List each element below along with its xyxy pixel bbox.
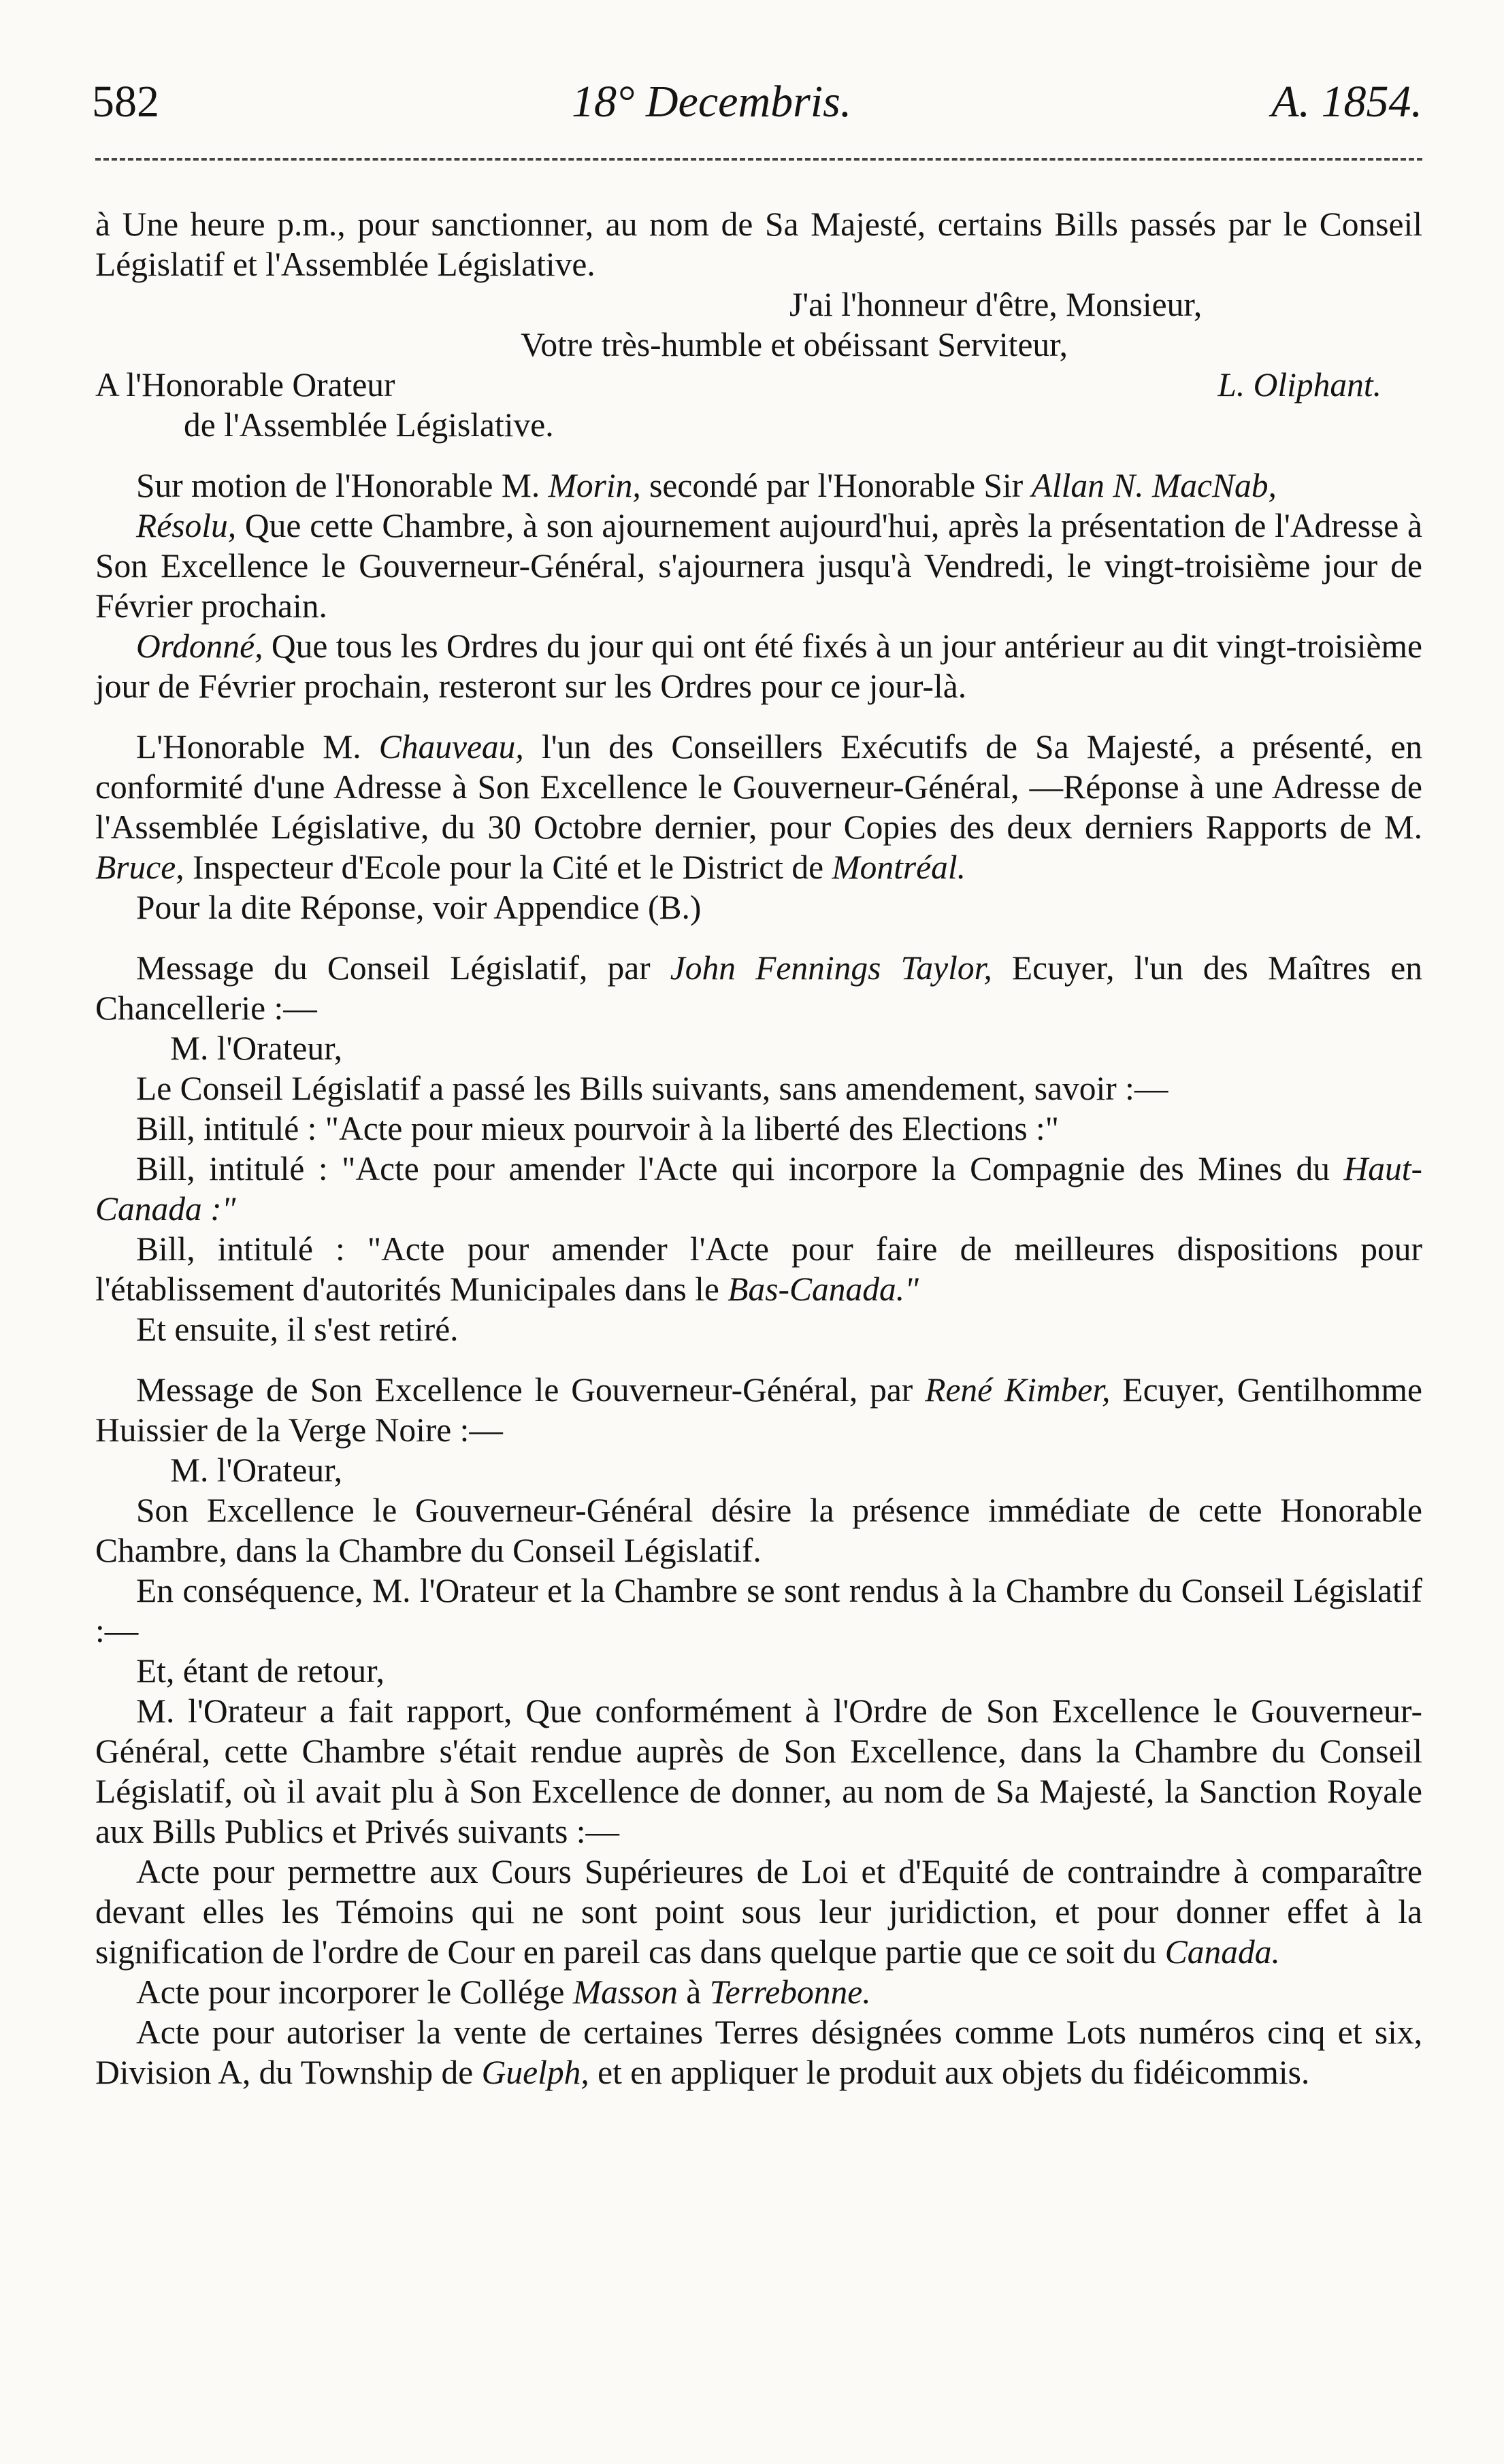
header-date: 18° Decembris. [572, 77, 852, 127]
seconder-name: Allan N. MacNab, [1031, 467, 1277, 504]
act-2: Acte pour incorporer le Collége Masson à Terrebonne. [136, 1973, 871, 2011]
bruce-name: Bruce, [95, 849, 184, 886]
closing-line-1: J'ai l'honneur d'être, Monsieur, [789, 286, 1203, 323]
addressee-line-1: A l'Honorable Orateur [95, 366, 395, 404]
messenger-retired: Et ensuite, il s'est retiré. [136, 1311, 459, 1348]
closing-line-2: Votre très-humble et obéissant Serviteur, [521, 326, 1068, 363]
motion-paragraph: Sur motion de l'Honorable M. Morin, secondé par l'Honorable Sir Allan N. MacNab, [136, 467, 1277, 504]
message-governor-intro: Message de Son Excellence le Gouverneur-Général, par René Kimber, Ecuyer, Gentilhomme Huissier de la Verge Noire :— [95, 1371, 1422, 1449]
addressee-line-2: de l'Assemblée Législative. [184, 406, 554, 444]
ordonne-label: Ordonné, [136, 627, 263, 665]
speaker-report: M. l'Orateur a fait rapport, Que conformément à l'Ordre de Son Excellence le Gouverneur-Général, cette Chambre s'était rendue auprès de Son Excellence, dans la Chambre du Conseil Législatif, où il avait plu à Son Excellence de donner, au nom de Sa Majesté, la Sanction Royale aux Bills Publics et Privés suivants :— [95, 1692, 1422, 1850]
act-3: Acte pour autoriser la vente de certaines Terres désignées comme Lots numéros cinq et six, Division A, du Township de Guelph, et en appliquer le produit aux objets du fidéicommis. [95, 2014, 1422, 2091]
chauveau-paragraph: L'Honorable M. Chauveau, l'un des Conseillers Exécutifs de Sa Majesté, a présenté, en conformité d'une Adresse à Son Excellence le Gouverneur-Général, —Réponse à une Adresse de l'Assemblée Législative, du 30 Octobre dernier, pour Copies des deux derniers Rapports de M. Bruce, Inspecteur d'Ecole pour la Cité et le District de Montréal. [95, 728, 1423, 886]
mover-name: Morin, [548, 467, 641, 504]
montreal-name: Montréal. [832, 849, 966, 886]
act-1: Acte pour permettre aux Cours Supérieures de Loi et d'Equité de contraindre à comparaître devant elles les Témoins qui ne sont point sous leur juridiction, et pour donner effet à la signification de l'ordre de Cour en pareil cas dans quelque partie que ce soit du Canada. [95, 1853, 1422, 1971]
letter-opening: à Une heure p.m., pour sanctionner, au nom de Sa Majesté, certains Bills passés par le Conseil Législatif et l'Assemblée Législative. [95, 206, 1422, 283]
header-year: A. 1854. [1271, 77, 1422, 127]
bill-3: Bill, intitulé : "Acte pour amender l'Acte pour faire de meilleures dispositions pour l'établissement d'autorités Municipales dans le Bas-Canada." [95, 1230, 1422, 1308]
signature: L. Oliphant. [1217, 366, 1382, 404]
header-rule [95, 158, 1422, 161]
letter-closing [95, 284, 1422, 405]
resolu-label: Résolu, [136, 507, 237, 544]
running-header [92, 75, 1422, 129]
resolution-paragraph: Résolu, Que cette Chambre, à son ajournement aujourd'hui, après la présentation de l'Adresse à Son Excellence le Gouverneur-Général, s'ajournera jusqu'à Vendredi, le vingt-troisième jour de Février prochain. [95, 507, 1423, 625]
return-line: Et, étant de retour, [136, 1652, 385, 1690]
appendix-reference: Pour la dite Réponse, voir Appendice (B.) [136, 889, 702, 926]
messenger-taylor: John Fennings Taylor, [670, 949, 992, 987]
order-paragraph: Ordonné, Que tous les Ordres du jour qui ont été fixés à un jour antérieur au dit vingt-troisième jour de Février prochain, resteront sur les Ordres pour ce jour-là. [95, 627, 1422, 705]
page-number: 582 [92, 77, 159, 127]
message-council-intro: Message du Conseil Législatif, par John Fennings Taylor, Ecuyer, l'un des Maîtres en Chancellerie :— [95, 949, 1422, 1027]
salutation-1: M. l'Orateur, [170, 1030, 342, 1067]
bill-1: Bill, intitulé : "Acte pour mieux pourvoir à la liberté des Elections :" [136, 1110, 1059, 1147]
messenger-kimber: René Kimber, [925, 1371, 1111, 1409]
salutation-2: M. l'Orateur, [170, 1451, 342, 1489]
council-bills-intro: Le Conseil Législatif a passé les Bills suivants, sans amendement, savoir :— [136, 1070, 1168, 1107]
page-body [95, 204, 1422, 2092]
consequence-paragraph: En conséquence, M. l'Orateur et la Chambre se sont rendus à la Chambre du Conseil Législatif :— [95, 1572, 1422, 1649]
bill-2: Bill, intitulé : "Acte pour amender l'Acte qui incorpore la Compagnie des Mines du Haut-Canada :" [95, 1150, 1422, 1228]
governor-request: Son Excellence le Gouverneur-Général désire la présence immédiate de cette Honorable Chambre, dans la Chambre du Conseil Législatif. [95, 1492, 1422, 1569]
chauveau-name: Chauveau, [378, 728, 524, 766]
